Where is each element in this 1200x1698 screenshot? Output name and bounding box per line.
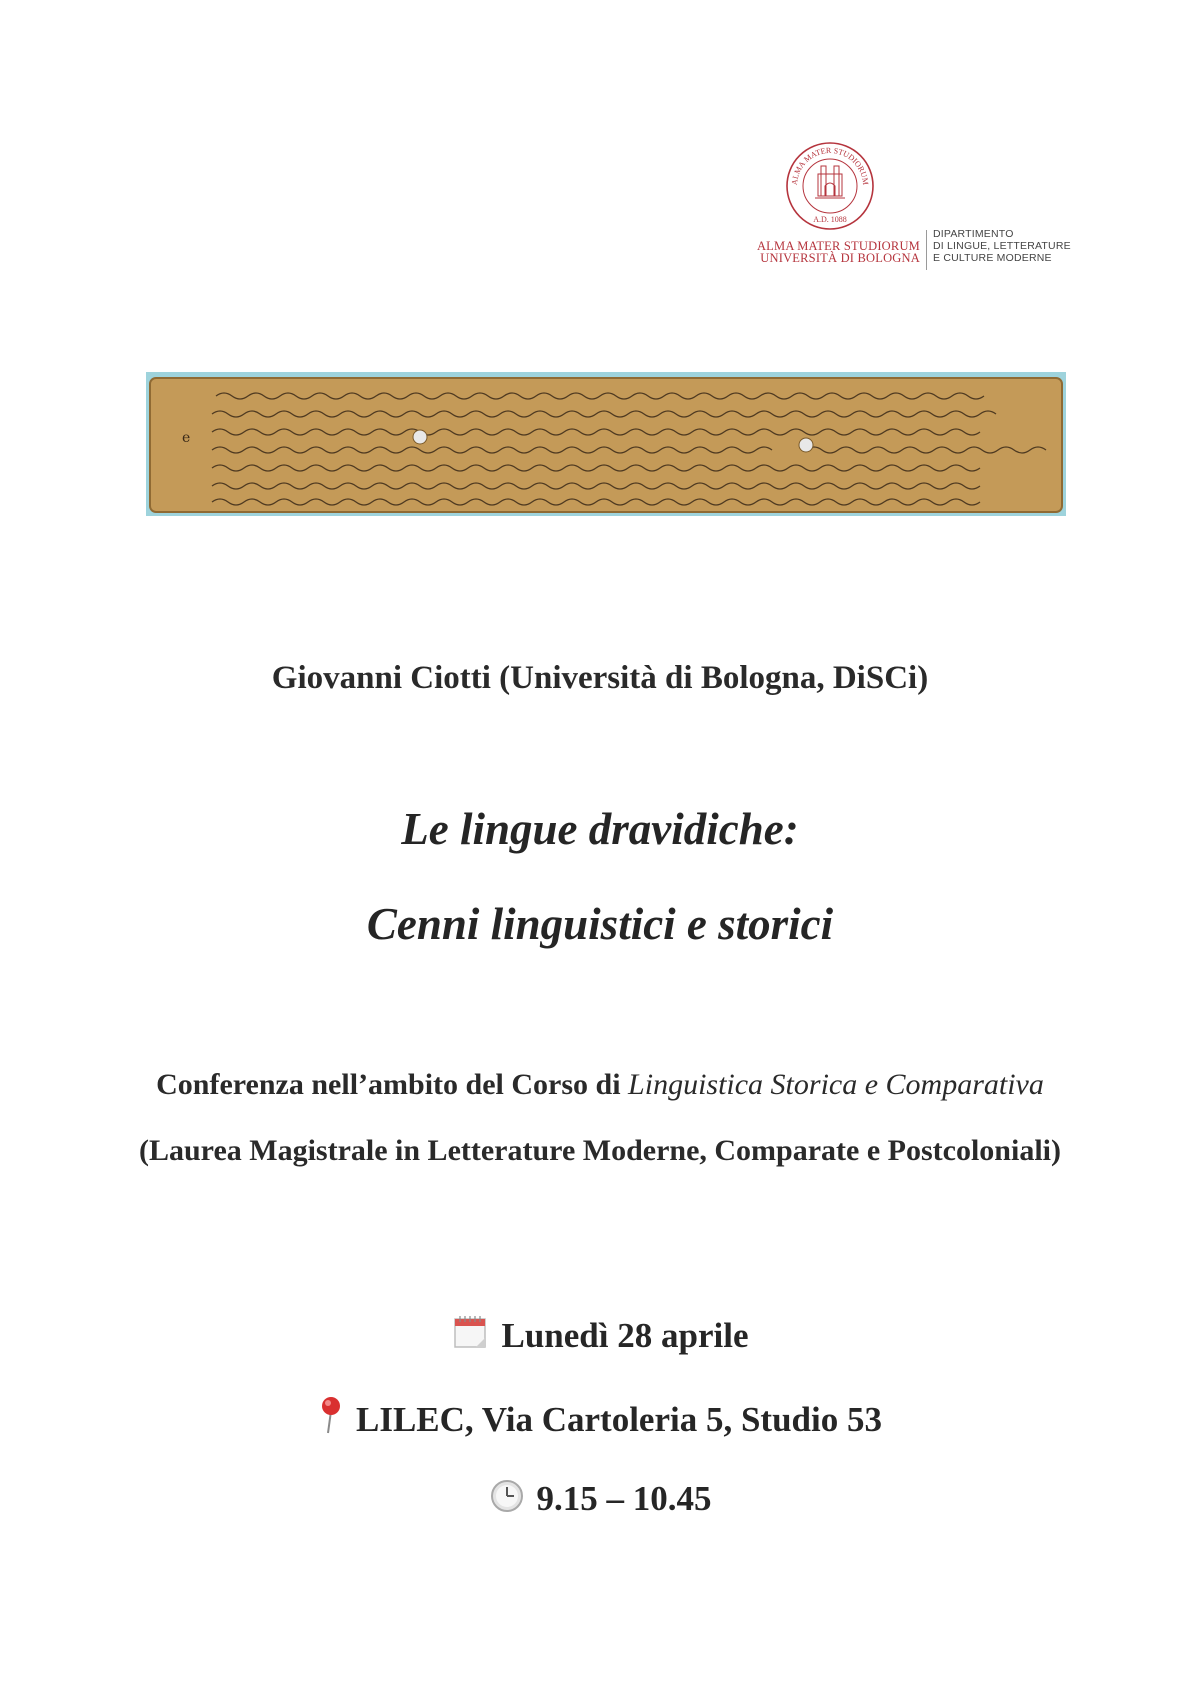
- clock-icon: [489, 1478, 525, 1523]
- department-name: [933, 228, 1093, 264]
- university-seal-icon: [785, 140, 875, 232]
- description-details: (Laurea Magistrale in Letterature Moderne, Comparate e Postcoloniali): [138, 1134, 1061, 1167]
- university-name-line2: UNIVERSITÀ DI BOLOGNA: [760, 251, 920, 265]
- speaker-name: Giovanni Ciotti (Università di Bologna, DiSCi): [271, 660, 929, 696]
- course-name: Linguistica Storica e Comparativa: [628, 1068, 1044, 1101]
- event-date: [0, 1313, 1200, 1360]
- university-name: [740, 240, 920, 264]
- department-line1: DIPARTIMENTO: [933, 228, 1014, 240]
- university-name-line1: ALMA MATER STUDIORUM: [756, 239, 920, 253]
- talk-title-line1: Le lingue dravidiche:: [401, 804, 799, 854]
- talk-title-line2: Cenni linguistici e storici: [366, 899, 834, 949]
- svg-text:e: e: [182, 430, 191, 446]
- svg-text:ALMA MATER STUDIORUM: ALMA MATER STUDIORUM: [789, 145, 871, 186]
- svg-text:A.D. 1088: A.D. 1088: [813, 215, 847, 224]
- event-location-text: LILEC, Via Cartoleria 5, Studio 53: [355, 1400, 882, 1439]
- event-location: [0, 1395, 1200, 1444]
- event-time-text: 9.15 – 10.45: [536, 1479, 712, 1518]
- calendar-icon: [452, 1313, 490, 1360]
- description-intro: Conferenza nell’ambito del Corso di: [156, 1068, 629, 1101]
- logo-divider: [926, 230, 927, 270]
- event-time: [0, 1478, 1200, 1523]
- department-line3: E CULTURE MODERNE: [933, 252, 1052, 264]
- department-line2: DI LINGUE, LETTERATURE: [933, 240, 1071, 252]
- map-pin-icon: [318, 1395, 344, 1444]
- university-logo: [740, 140, 1070, 280]
- conference-description: [110, 1052, 1090, 1184]
- event-date-text: Lunedì 28 aprile: [501, 1316, 749, 1355]
- palm-leaf-manuscript-image: [146, 372, 1066, 516]
